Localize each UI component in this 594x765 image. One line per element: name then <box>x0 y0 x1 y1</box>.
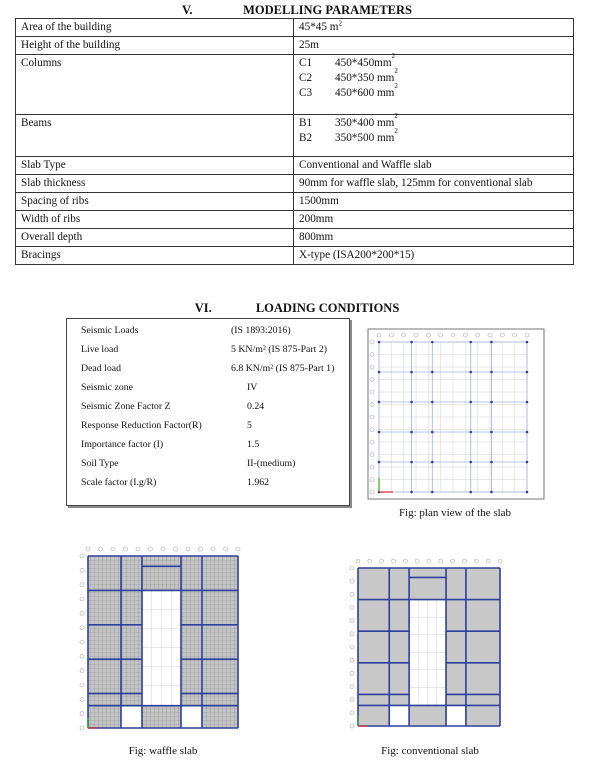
plan-node <box>526 371 529 374</box>
params-row <box>16 115 574 157</box>
param-name: Bracings <box>16 247 294 265</box>
grid-bubble <box>350 592 354 596</box>
param-value-sup: 2 <box>338 19 342 28</box>
slab-panel <box>88 556 121 706</box>
slab-panel <box>202 706 238 728</box>
grid-bubble <box>86 547 90 551</box>
params-row <box>16 193 574 211</box>
plan-node <box>378 371 381 374</box>
grid-bubble <box>80 683 84 687</box>
plan-node <box>431 491 434 494</box>
param-subitem-code: B1 <box>299 117 313 129</box>
params-row <box>16 175 574 193</box>
slab-panel <box>409 705 446 726</box>
param-value <box>294 247 574 265</box>
grid-bubble <box>80 568 84 572</box>
param-subitem-code: B2 <box>299 132 313 144</box>
section-v-number: V. <box>181 3 193 17</box>
conventional-slab-caption: Fig: conventional slab <box>381 745 479 757</box>
param-subitem <box>299 112 568 131</box>
params-row <box>16 157 574 175</box>
grid-bubble <box>161 547 165 551</box>
plan-node <box>469 341 472 344</box>
params-row <box>16 229 574 247</box>
param-value-text: 45*45 m <box>299 21 339 33</box>
loading-value: (IS 1893:2016) <box>231 325 291 336</box>
plan-node <box>526 491 529 494</box>
loading-value: 1.5 <box>247 439 260 450</box>
param-subitem-code: C2 <box>299 72 313 84</box>
grid-bubble <box>80 640 84 644</box>
param-name: Area of the building <box>16 19 294 37</box>
loading-label: Response Reduction Factor(R) <box>81 420 202 431</box>
modelling-parameters-table <box>15 18 574 265</box>
plan-node <box>431 461 434 464</box>
loading-label: Dead load <box>81 363 121 374</box>
plan-node <box>469 431 472 434</box>
loading-label: Seismic zone <box>81 382 133 393</box>
param-value <box>294 112 574 157</box>
params-row <box>16 55 574 115</box>
plan-node <box>378 341 381 344</box>
grid-bubble <box>211 547 215 551</box>
waffle-slab-figure <box>78 544 248 736</box>
section-vi-heading <box>0 301 594 316</box>
plan-view-caption: Fig: plan view of the slab <box>398 507 512 519</box>
params-row <box>16 247 574 265</box>
plan-node <box>378 431 381 434</box>
plan-node <box>526 401 529 404</box>
param-name: Columns <box>16 55 294 115</box>
plan-node <box>410 371 413 374</box>
grid-bubble <box>350 619 354 623</box>
plan-node <box>469 401 472 404</box>
grid-bubble <box>80 712 84 716</box>
slab-panel <box>409 568 446 600</box>
grid-bubble <box>80 611 84 615</box>
plan-node <box>431 431 434 434</box>
loading-value: 1.962 <box>247 477 270 488</box>
loading-value: 5 <box>247 420 252 431</box>
grid-bubble <box>186 547 190 551</box>
grid-bubble <box>350 606 354 610</box>
plan-node <box>526 461 529 464</box>
slab-panel <box>88 706 121 728</box>
loading-label: Importance factor (I) <box>81 439 164 450</box>
param-subitem <box>299 127 568 146</box>
slab-panel <box>358 568 389 705</box>
grid-bubble <box>474 559 478 563</box>
grid-bubble <box>80 583 84 587</box>
grid-bubble <box>124 547 128 551</box>
loading-value: 6.8 KN/m² (IS 875-Part 1) <box>231 363 335 374</box>
param-name: Slab Type <box>16 157 294 175</box>
param-value-text: 90mm for waffle slab, 125mm for conventional slab <box>299 177 533 189</box>
plan-node <box>526 431 529 434</box>
plan-node <box>410 491 413 494</box>
grid-bubble <box>451 559 455 563</box>
param-value <box>294 157 574 175</box>
plan-node <box>378 401 381 404</box>
section-v-heading <box>0 3 594 18</box>
param-subitem-code: C3 <box>299 87 313 99</box>
param-subitem-sup: 2 <box>391 52 396 60</box>
param-value <box>294 229 574 247</box>
grid-bubble <box>224 547 228 551</box>
plan-node <box>431 371 434 374</box>
plan-node <box>410 431 413 434</box>
param-subitem <box>299 52 568 71</box>
params-row <box>16 211 574 229</box>
loading-conditions-box <box>66 318 350 506</box>
grid-bubble <box>498 559 502 563</box>
plan-node <box>490 401 493 404</box>
plan-node <box>410 461 413 464</box>
param-value-text: 800mm <box>299 231 334 243</box>
params-row <box>16 19 574 37</box>
param-subitem-sup: 2 <box>394 112 398 120</box>
grid-bubble <box>80 554 84 558</box>
grid-bubble <box>486 559 490 563</box>
plan-node <box>526 341 529 344</box>
param-value <box>294 37 574 55</box>
loading-value: 0.24 <box>247 401 265 412</box>
param-subitem-value: 450*600 mm <box>335 87 395 99</box>
param-name: Spacing of ribs <box>16 193 294 211</box>
param-subitem-sup: 2 <box>394 127 398 135</box>
param-value-text: 25m <box>299 39 319 51</box>
grid-bubble <box>350 645 354 649</box>
grid-bubble <box>80 654 84 658</box>
conventional-slab-figure <box>348 556 508 736</box>
plan-view-figure <box>367 328 545 500</box>
slab-panel <box>389 568 409 705</box>
section-vi-number: VI. <box>194 301 212 315</box>
param-subitem <box>299 82 568 101</box>
grid-bubble <box>136 547 140 551</box>
plan-node <box>410 341 413 344</box>
grid-bubble <box>80 726 84 730</box>
loading-label: Seismic Loads <box>81 325 139 336</box>
plan-node <box>431 401 434 404</box>
grid-bubble <box>350 658 354 662</box>
param-subitem-sup: 2 <box>394 82 398 90</box>
slab-panel <box>446 568 466 705</box>
grid-bubble <box>380 559 384 563</box>
grid-bubble <box>149 547 153 551</box>
plan-node <box>469 491 472 494</box>
waffle-slab-caption: Fig: waffle slab <box>128 745 198 757</box>
plan-node <box>469 371 472 374</box>
grid-bubble <box>368 559 372 563</box>
grid-bubble <box>350 685 354 689</box>
param-value <box>294 19 574 37</box>
param-value-text: Conventional and Waffle slab <box>299 159 432 171</box>
param-value-text: 1500mm <box>299 195 339 207</box>
grid-bubble <box>174 547 178 551</box>
param-subitem-code: C1 <box>299 57 313 69</box>
loading-label: Scale factor (I.g/R) <box>81 477 157 488</box>
grid-bubble <box>199 547 203 551</box>
slab-panel <box>202 556 238 706</box>
grid-bubble <box>439 559 443 563</box>
grid-bubble <box>350 566 354 570</box>
param-value-text: 200mm <box>299 213 334 225</box>
loading-value: IV <box>247 382 258 393</box>
slab-panel <box>466 568 500 705</box>
loading-value: II-(medium) <box>247 458 296 469</box>
loading-label: Soil Type <box>81 458 119 469</box>
param-value <box>294 52 574 115</box>
plan-node <box>410 401 413 404</box>
slab-panel <box>358 705 389 726</box>
slab-panel <box>181 556 202 706</box>
param-value-text: X-type (ISA200*200*15) <box>299 249 415 261</box>
param-subitem-sup: 2 <box>394 67 398 75</box>
slab-panel <box>142 706 181 728</box>
plan-node <box>378 461 381 464</box>
plan-node <box>490 491 493 494</box>
grid-bubble <box>463 559 467 563</box>
param-subitem-value: 350*400 mm <box>335 117 395 129</box>
grid-bubble <box>350 632 354 636</box>
param-value <box>294 193 574 211</box>
grid-bubble <box>350 671 354 675</box>
param-name: Height of the building <box>16 37 294 55</box>
slab-panel <box>121 556 142 706</box>
grid-bubble <box>111 547 115 551</box>
grid-bubble <box>236 547 240 551</box>
param-value <box>294 175 574 193</box>
param-subitem-value: 450*450mm <box>335 57 392 69</box>
plan-node <box>490 461 493 464</box>
grid-bubble <box>350 724 354 728</box>
grid-bubble <box>350 579 354 583</box>
grid-bubble <box>350 698 354 702</box>
slab-panel <box>142 556 181 590</box>
grid-bubble <box>80 626 84 630</box>
plan-node <box>490 371 493 374</box>
param-subitem-value: 450*350 mm <box>335 72 395 84</box>
param-name: Width of ribs <box>16 211 294 229</box>
param-name: Overall depth <box>16 229 294 247</box>
section-vi-title: LOADING CONDITIONS <box>255 301 400 315</box>
param-subitem <box>299 67 568 86</box>
loading-label: Live load <box>81 344 119 355</box>
grid-bubble <box>350 711 354 715</box>
params-row <box>16 37 574 55</box>
grid-bubble <box>99 547 103 551</box>
plan-node <box>490 341 493 344</box>
grid-bubble <box>427 559 431 563</box>
param-value <box>294 211 574 229</box>
grid-bubble <box>415 559 419 563</box>
grid-bubble <box>80 597 84 601</box>
param-name: Beams <box>16 115 294 157</box>
plan-node <box>490 431 493 434</box>
loading-value: 5 KN/m² (IS 875-Part 2) <box>231 344 327 355</box>
grid-bubble <box>403 559 407 563</box>
grid-bubble <box>80 669 84 673</box>
grid-bubble <box>392 559 396 563</box>
section-v-title: MODELLING PARAMETERS <box>243 3 412 17</box>
plan-node <box>469 461 472 464</box>
grid-bubble <box>80 697 84 701</box>
param-subitem-value: 350*500 mm <box>335 132 395 144</box>
plan-node <box>431 341 434 344</box>
param-name: Slab thickness <box>16 175 294 193</box>
loading-label: Seismic Zone Factor Z <box>81 401 171 412</box>
grid-bubble <box>356 559 360 563</box>
slab-panel <box>466 705 500 726</box>
